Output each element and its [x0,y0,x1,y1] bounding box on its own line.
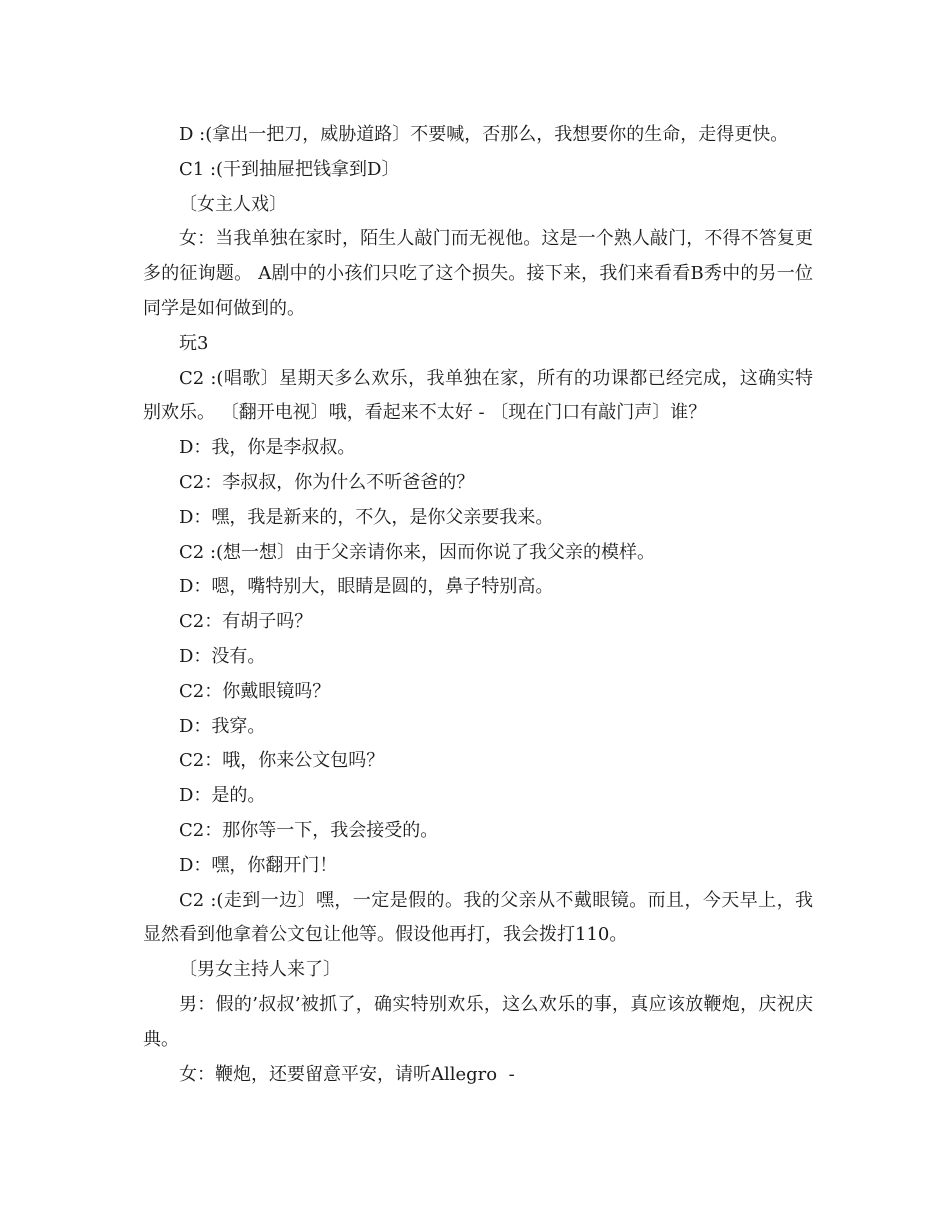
paragraph-c2-think: C2 :(想一想〕由于父亲请你来，因而你说了我父亲的模样。 [179,541,656,563]
paragraph-c2-fake: C2 :(走到一边〕嘿，一定是假的。我的父亲从不戴眼镜。而且，今天早上，我显然看到他拿着公文包让他等。假设他再打，我会拨打110。 [143,889,813,946]
paragraph-c2-briefcase: C2：哦，你来公文包吗？ [179,750,385,772]
paragraph-d-yes: D：是的。 [179,785,266,807]
paragraph-c2-question: C2：李叔叔，你为什么不听爸爸的？ [179,471,475,493]
paragraph-host-female: 女：鞭炮，还要留意平安，请听Allegro - [179,1063,515,1085]
paragraph-play-3: 玩3 [179,332,209,354]
paragraph-d-open-door: D：嘿，你翻开门！ [179,854,338,876]
paragraph-d-threat: D :(拿出一把刀，威胁道路〕不要喊，否那么，我想要你的生命，走得更快。 [179,124,789,145]
paragraph-c2-beard: C2：有胡子吗？ [179,611,313,633]
paragraph-c2-wait: C2：那你等一下，我会接受的。 [179,819,439,841]
paragraph-c2-glasses: C2：你戴眼镜吗？ [179,680,331,702]
paragraph-c2-singing: C2 :(唱歌〕星期天多么欢乐，我单独在家，所有的功课都已经完成，这确实特别欢乐。 〔翻开电视〕哦，看起来不太好 - 〔现在门口有敲门声〕谁？ [143,367,813,424]
paragraph-d-newcomer: D：嘿，我是新来的，不久，是你父亲要我来。 [179,506,554,528]
paragraph-c1-drawer: C1 :(干到抽屉把钱拿到D〕 [179,158,400,180]
paragraph-d-describe: D：嗯，嘴特别大，眼睛是圆的，鼻子特别高。 [179,576,554,598]
paragraph-d-uncle: D：我，你是李叔叔。 [179,437,356,459]
paragraph-d-no: D：没有。 [179,645,266,667]
paragraph-hostess-speech: 女：当我单独在家时，陌生人敲门而无视他。这是一个熟人敲门，不得不答复更多的征询题。 A剧中的小孩们只吃了这个损失。接下来，我们来看看B秀中的另一位同学是如何做到的。 [143,228,813,319]
paragraph-hostess-stage: 〔女主人戏〕 [179,193,287,215]
paragraph-host-male: 男：假的’叔叔’被抓了，确实特别欢乐，这么欢乐的事，真应该放鞭炮，庆祝庆典。 [143,993,813,1050]
document-body [143,118,813,1092]
paragraph-hosts-arrive: 〔男女主持人来了〕 [179,959,341,981]
paragraph-d-wear: D：我穿。 [179,715,266,737]
